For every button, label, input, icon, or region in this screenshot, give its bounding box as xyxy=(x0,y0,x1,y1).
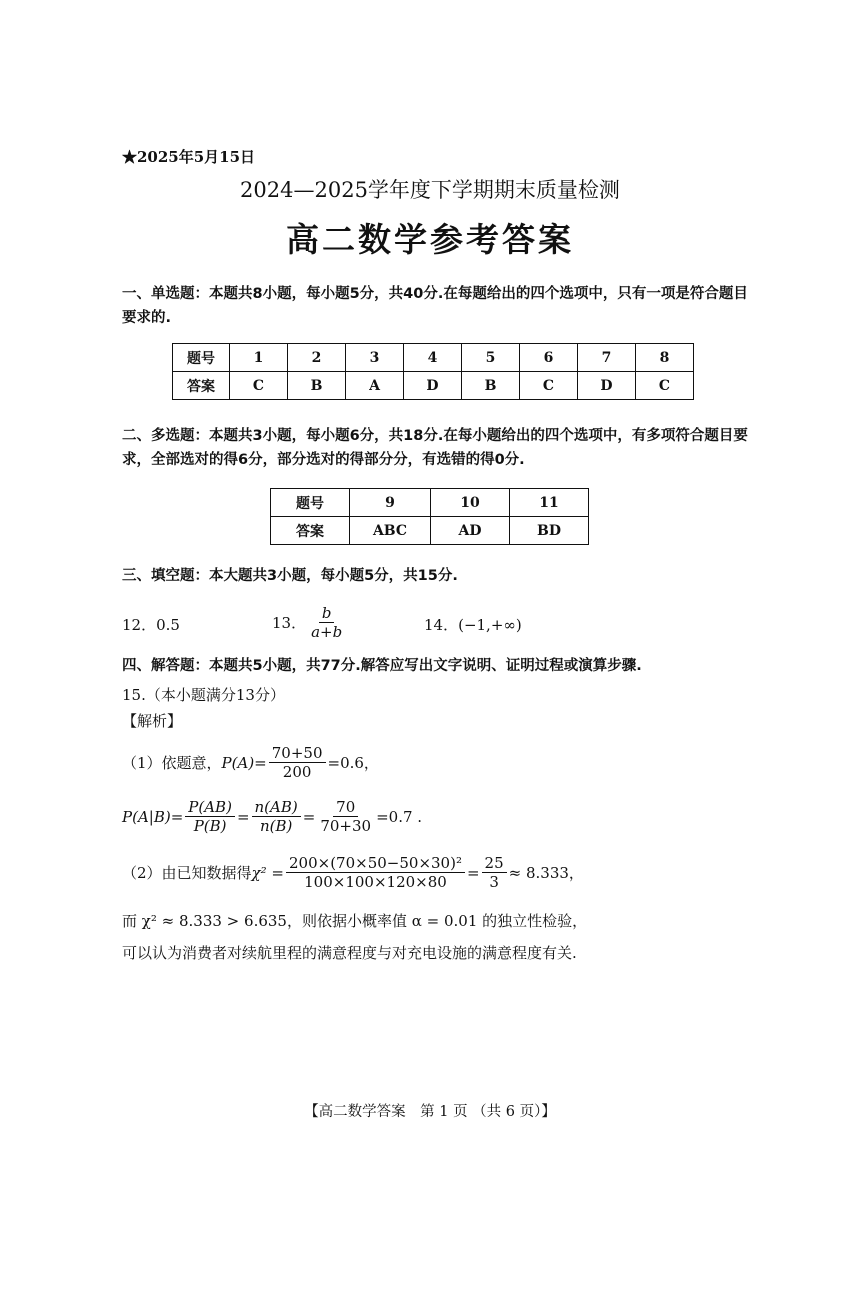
section-4-heading: 四、解答题：本题共5小题，共77分.解答应写出文字说明、证明过程或演算步骤. xyxy=(122,658,642,674)
single-choice-answer-table xyxy=(172,343,694,400)
answer-14 xyxy=(424,614,522,636)
part-label: （2）由已知数据得 xyxy=(122,863,252,882)
answer-cell: C xyxy=(636,372,694,400)
numerator: b xyxy=(319,604,335,623)
fraction xyxy=(482,854,507,891)
math-expression: ≈ 8.333， xyxy=(508,863,584,882)
math-expression: χ² = xyxy=(251,863,284,882)
question-number: 5 xyxy=(462,344,520,372)
table-row xyxy=(173,372,694,400)
question-label: 14． xyxy=(424,616,459,634)
conclusion-line: 可以认为消费者对续航里程的满意程度与对充电设施的满意程度有关. xyxy=(122,944,577,962)
question-label: 13． xyxy=(272,613,307,632)
answer-cell: B xyxy=(288,372,346,400)
page-title: 高二数学参考答案 xyxy=(286,220,574,259)
part-1-line xyxy=(122,744,379,781)
answer-value: (−1,+∞) xyxy=(458,616,522,634)
question-number: 7 xyxy=(578,344,636,372)
question-number: 10 xyxy=(431,489,510,517)
numerator: 70 xyxy=(333,798,358,817)
row-label-question: 题号 xyxy=(271,489,350,517)
fraction xyxy=(269,744,326,781)
math-expression: =0.7 . xyxy=(376,807,423,826)
multiple-choice-answer-table xyxy=(270,488,589,545)
table-row xyxy=(173,344,694,372)
denominator: 100×100×120×80 xyxy=(304,873,447,891)
answer-cell: D xyxy=(404,372,462,400)
question-number: 8 xyxy=(636,344,694,372)
conditional-probability-line: P(A|B)= $\frac{P(AB)}{P(B)}$ = $\frac{n(AB)}{n(B)}$ = $\frac{70}{70+30}$ =0.7 . xyxy=(122,798,423,835)
answer-cell: BD xyxy=(510,517,589,545)
answer-cell: ABC xyxy=(350,517,431,545)
answer-cell: A xyxy=(346,372,404,400)
numerator: 25 xyxy=(482,854,507,873)
fraction xyxy=(252,798,301,835)
denominator: 200 xyxy=(282,763,312,781)
question-15-title: 15.（本小题满分13分） xyxy=(122,686,285,704)
answer-12 xyxy=(122,614,180,636)
part-label: （1）依题意， xyxy=(122,753,222,772)
section-2-heading: 二、多选题：本题共3小题，每小题6分，共18分.在每小题给出的四个选项中，有多项符合题目要求，全部选对的得6分，部分选对的得部分分，有选错的得0分. xyxy=(122,428,748,468)
table-row xyxy=(271,489,589,517)
fraction xyxy=(286,854,465,891)
answer-cell: D xyxy=(578,372,636,400)
exam-date: ★2025年5月15日 xyxy=(122,148,256,166)
denominator: 70+30 xyxy=(320,817,372,835)
denominator: a+b xyxy=(311,623,343,641)
question-number: 3 xyxy=(346,344,404,372)
row-label-answer: 答案 xyxy=(173,372,230,400)
comparison-line: 而 χ² ≈ 8.333 > 6.635，则依据小概率值 α = 0.01 的独立性检验， xyxy=(122,912,588,930)
section-1-heading: 一、单选题：本题共8小题，每小题5分，共40分.在每题给出的四个选项中，只有一项是符合题目要求的. xyxy=(122,286,748,326)
exam-title: 2024—2025学年度下学期期末质量检测 xyxy=(240,178,620,202)
answer-value: 0.5 xyxy=(156,616,180,634)
answer-cell: C xyxy=(230,372,288,400)
denominator: P(B) xyxy=(193,817,227,835)
numerator: n(AB) xyxy=(252,798,301,817)
question-label: 12． xyxy=(122,616,157,634)
answer-13 xyxy=(272,604,347,641)
math-expression: P(A|B)= xyxy=(122,807,184,826)
answer-cell: C xyxy=(520,372,578,400)
answer-cell: AD xyxy=(431,517,510,545)
table-row xyxy=(271,517,589,545)
question-number: 2 xyxy=(288,344,346,372)
numerator: 200×(70×50−50×30)² xyxy=(286,854,465,873)
math-expression: P(A)= xyxy=(221,753,267,772)
section-3-heading: 三、填空题：本大题共3小题，每小题5分，共15分. xyxy=(122,568,458,584)
question-number: 4 xyxy=(404,344,462,372)
numerator: 70+50 xyxy=(269,744,326,763)
math-expression: =0.6， xyxy=(327,753,379,772)
fraction xyxy=(308,604,345,641)
fraction xyxy=(317,798,374,835)
denominator: n(B) xyxy=(259,817,293,835)
answer-cell: B xyxy=(462,372,520,400)
part-2-line: （2）由已知数据得 χ² = $\frac{\text{200×(70×50−50×30)²}}{100\times 100\times 120\times 80}$ = $\frac{25}{3}$ ≈ 8.333， xyxy=(122,854,584,891)
analysis-label: 【解析】 xyxy=(122,712,183,730)
denominator: 3 xyxy=(489,873,499,891)
question-number: 9 xyxy=(350,489,431,517)
question-number: 1 xyxy=(230,344,288,372)
row-label-answer: 答案 xyxy=(271,517,350,545)
fraction xyxy=(185,798,235,835)
question-number: 11 xyxy=(510,489,589,517)
page-footer: 【高二数学答案 第 1 页 （共 6 页）】 xyxy=(304,1104,556,1120)
question-number: 6 xyxy=(520,344,578,372)
numerator: P(AB) xyxy=(185,798,235,817)
row-label-question: 题号 xyxy=(173,344,230,372)
